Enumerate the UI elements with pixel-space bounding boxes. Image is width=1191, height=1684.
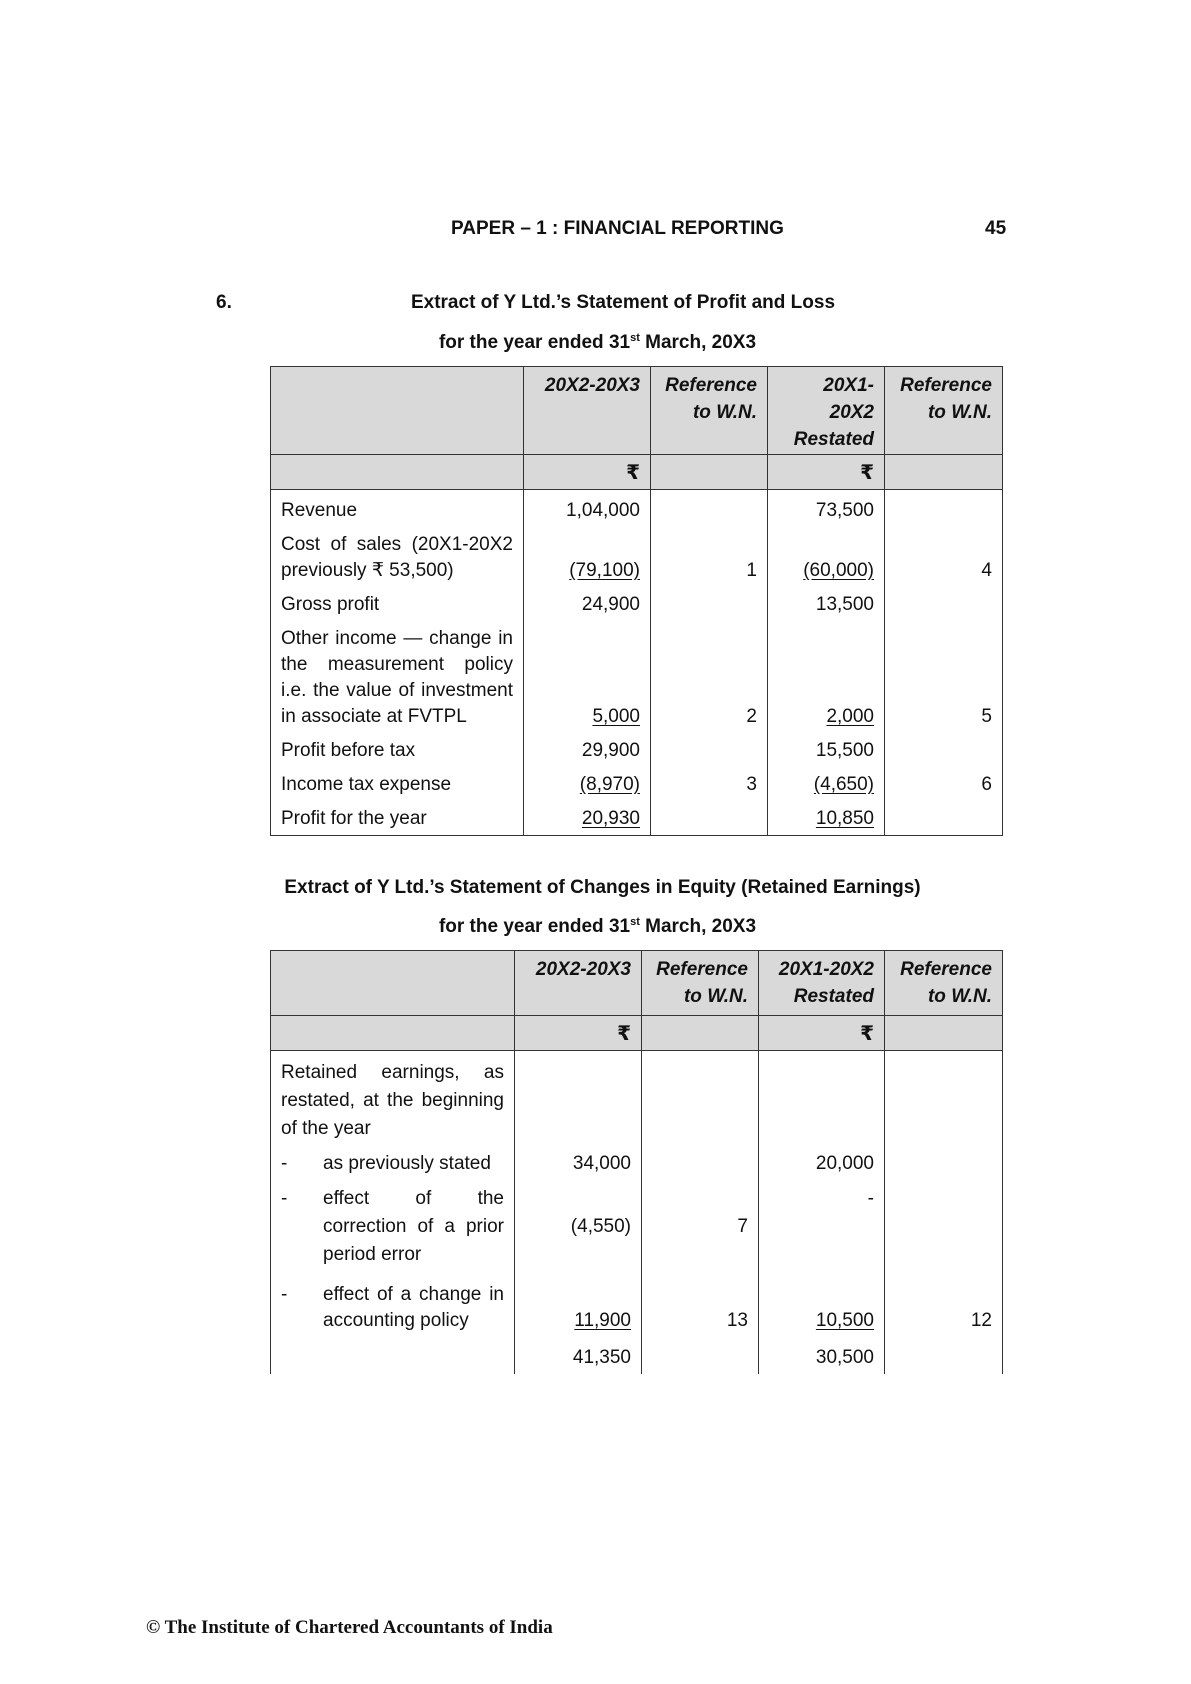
rupee-icon: ₹ — [759, 1016, 885, 1051]
table-row: - effect of a change in accounting policy 11,900 13 10,500 12 — [271, 1272, 1003, 1337]
table-row: Retained earnings, as restated, at the beginning of the year — [271, 1051, 1003, 1147]
table2-title: Extract of Y Ltd.’s Statement of Changes in Equity (Retained Earnings) — [284, 877, 921, 898]
question-number: 6. — [216, 292, 232, 313]
page-header-title: PAPER – 1 : FINANCIAL REPORTING — [451, 218, 784, 239]
col-header-reference: Reference to W.N. — [642, 951, 759, 1016]
col-header-current-year: 20X2-20X3 — [515, 951, 642, 1016]
col-header-current-year: 20X2-20X3 — [524, 367, 651, 455]
table-row: Revenue 1,04,000 73,500 — [271, 490, 1003, 528]
rupee-icon: ₹ — [524, 455, 651, 490]
table-header-row — [271, 951, 1003, 1016]
col-header-reference: Reference to W.N. — [885, 951, 1003, 1016]
col-header-prior-year: 20X1- 20X2 Restated — [768, 367, 885, 455]
table-header-row — [271, 367, 1003, 455]
table-row: - as previously stated 34,000 20,000 — [271, 1146, 1003, 1180]
table-row: Income tax expense (8,970) 3 (4,650) 6 — [271, 767, 1003, 801]
table-row: - effect of the correction of a prior period error (4,550) 7 - — [271, 1180, 1003, 1272]
table1-title: Extract of Y Ltd.’s Statement of Profit and Loss — [410, 292, 836, 313]
rupee-icon: ₹ — [515, 1016, 642, 1051]
table1-subtitle: for the year ended 31st March, 20X3 — [438, 332, 757, 353]
footer-copyright: © The Institute of Chartered Accountants of India — [146, 1617, 553, 1638]
page-number: 45 — [985, 218, 1007, 239]
currency-row — [271, 1016, 1003, 1051]
col-header-reference: Reference to W.N. — [885, 367, 1003, 455]
col-header-reference: Reference to W.N. — [651, 367, 768, 455]
currency-row — [271, 455, 1003, 490]
table2-subtitle: for the year ended 31st March, 20X3 — [438, 916, 757, 937]
table-row: Profit before tax 29,900 15,500 — [271, 733, 1003, 767]
table-row: Gross profit 24,900 13,500 — [271, 587, 1003, 621]
table-total-row: 41,350 30,500 — [271, 1337, 1003, 1374]
col-header-prior-year: 20X1-20X2 Restated — [759, 951, 885, 1016]
header-blank — [271, 951, 515, 1016]
changes-in-equity-table — [270, 950, 1003, 1374]
header-blank — [271, 367, 524, 455]
table-row: Profit for the year 20,930 10,850 — [271, 801, 1003, 836]
table-row: Cost of sales (20X1-20X2 previously ₹ 53,500) (79,100) 1 (60,000) 4 — [271, 527, 1003, 587]
table-row: Other income — change in the measurement policy i.e. the value of investment in associate at FVTPL 5,000 2 2,000 5 — [271, 621, 1003, 733]
rupee-icon: ₹ — [768, 455, 885, 490]
profit-loss-table — [270, 366, 1003, 836]
